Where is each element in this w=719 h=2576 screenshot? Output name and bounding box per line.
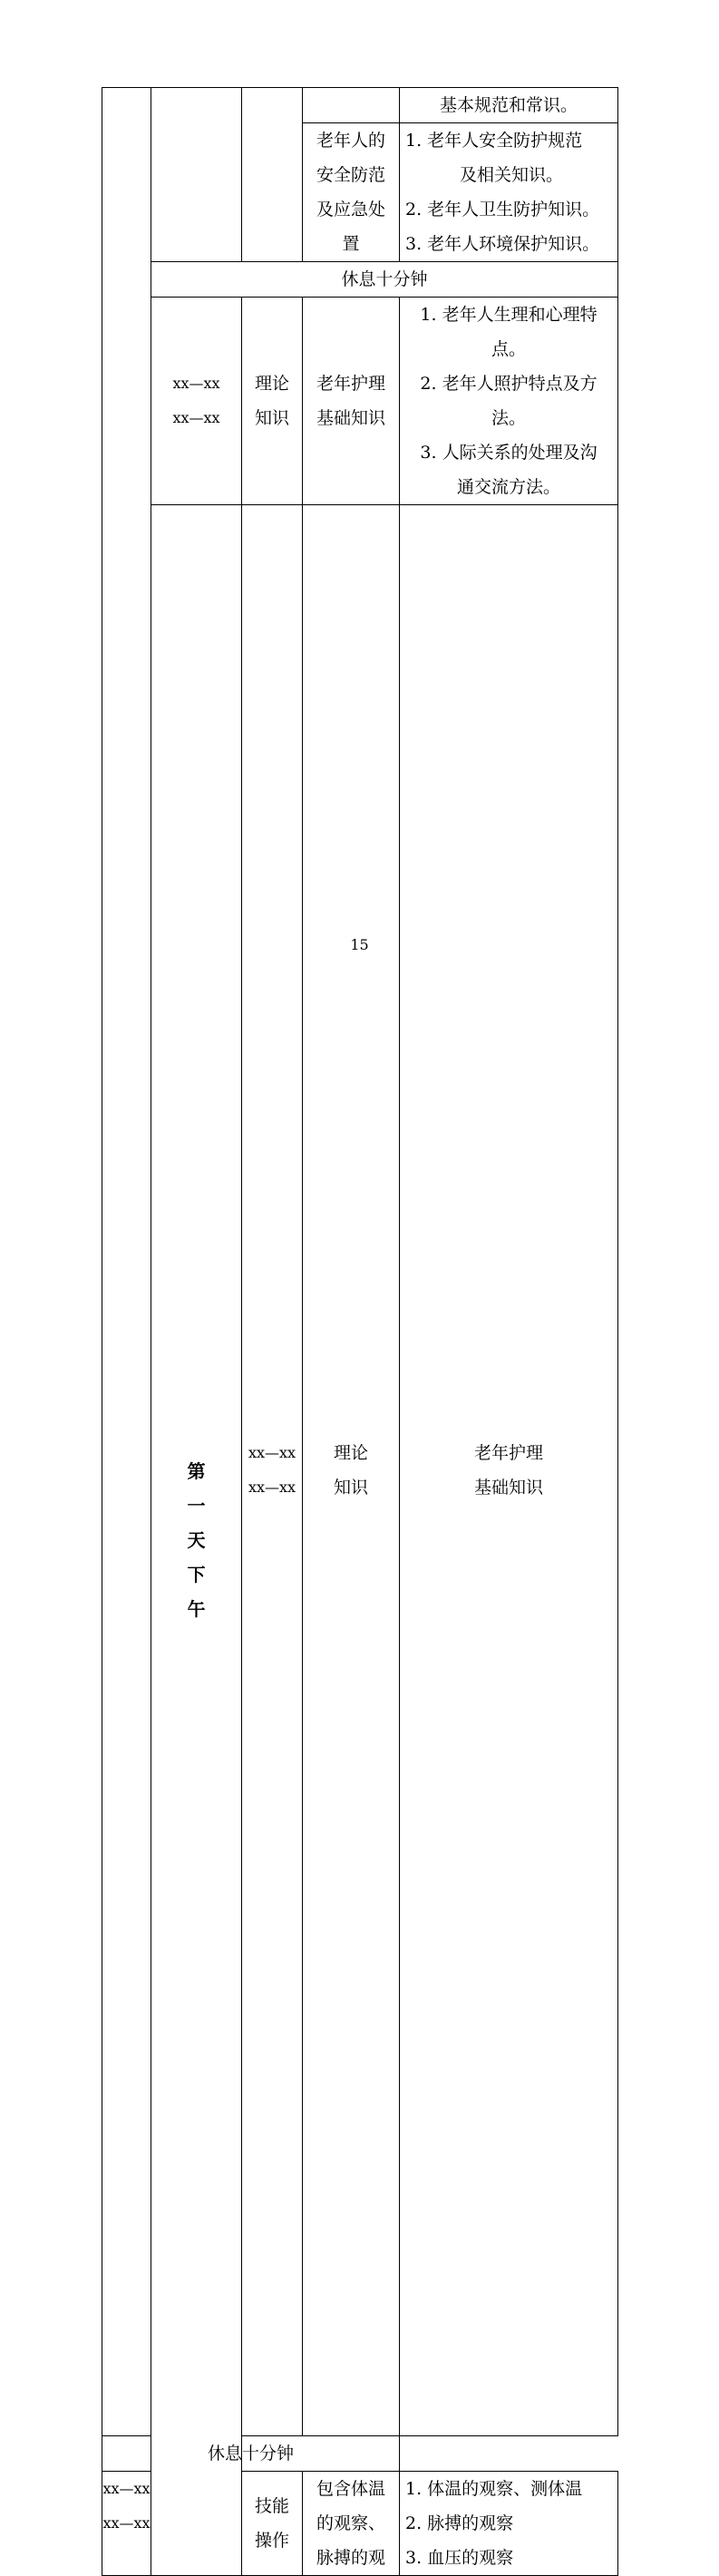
content-line: 1. 老年人安全防护规范: [405, 131, 583, 151]
content-line: 通交流方法。: [456, 477, 560, 497]
content-line: 点。: [491, 339, 526, 359]
topic-line: 脉搏的观: [316, 2548, 385, 2568]
topic-line: 的观察、: [316, 2513, 385, 2533]
day-char: 下: [187, 1564, 206, 1586]
time-value: xx—xx: [248, 1444, 296, 1461]
time-value: xx—xx: [102, 2480, 151, 2497]
type-line: 知识: [254, 408, 289, 428]
content-line: 3. 血压的观察: [405, 2548, 514, 2568]
topic-cell: [400, 505, 618, 2436]
topic-line: 安全防范: [316, 165, 385, 185]
type-line: 知识: [333, 1478, 368, 1498]
time-cell: [242, 505, 303, 2436]
content-cell: [400, 123, 618, 262]
topic-line: 置: [342, 234, 360, 254]
day-char: 午: [187, 1598, 206, 1620]
content-cell: [400, 88, 618, 123]
topic-cell: [303, 123, 400, 262]
time-cell: [151, 298, 242, 505]
content-line: 1. 体温的观察、测体温: [405, 2479, 583, 2499]
page-number: 15: [350, 936, 369, 953]
type-cell: [303, 505, 400, 2436]
topic-line: 基础知识: [316, 408, 385, 428]
type-cell: [242, 298, 303, 505]
content-line: 1. 老年人生理和心理特: [420, 305, 598, 325]
content-line: 2. 老年人卫生防护知识。: [405, 200, 600, 220]
type-cell: [242, 88, 303, 262]
topic-cell: [303, 88, 400, 123]
content-line: 3. 人际关系的处理及沟: [420, 443, 598, 463]
topic-line: 基础知识: [473, 1478, 543, 1498]
type-line: 操作: [254, 2531, 289, 2551]
type-line: 理论: [254, 374, 289, 394]
type-line: 技能: [254, 2496, 289, 2516]
schedule-table: [102, 87, 618, 2576]
content-line: 2. 老年人照护特点及方: [420, 374, 598, 394]
content-line: 法。: [491, 408, 526, 428]
topic-cell: [303, 2472, 400, 2576]
content-line: 3. 老年人环境保护知识。: [405, 234, 600, 254]
topic-line: 包含体温: [316, 2479, 385, 2499]
day-char: 第: [187, 1460, 206, 1482]
break-row: 休息十分钟: [102, 2436, 400, 2472]
topic-cell: [303, 298, 400, 505]
day-char: 天: [187, 1529, 206, 1551]
time-cell: [151, 88, 242, 262]
type-cell: [242, 2472, 303, 2576]
day-cell-morning: [102, 88, 151, 2436]
topic-line: 老年护理: [473, 1443, 543, 1463]
day-char: 一: [187, 1495, 206, 1517]
time-value: xx—xx: [172, 375, 220, 392]
topic-line: 老年人的: [316, 131, 385, 151]
content-line: 及相关知识。: [459, 165, 563, 185]
content-line: 2. 脉搏的观察: [405, 2513, 514, 2533]
topic-line: 及应急处: [316, 200, 385, 220]
content-cell: [400, 298, 618, 505]
content-line: 基本规范和常识。: [439, 95, 578, 115]
type-line: 理论: [333, 1443, 368, 1463]
time-cell: [102, 2472, 151, 2576]
content-cell: [400, 2472, 618, 2576]
day-label-cell: [151, 505, 242, 2576]
time-value: xx—xx: [102, 2514, 151, 2532]
time-value: xx—xx: [172, 409, 220, 426]
break-row: 休息十分钟: [151, 262, 618, 298]
time-value: xx—xx: [248, 1478, 296, 1496]
topic-line: 老年护理: [316, 374, 385, 394]
